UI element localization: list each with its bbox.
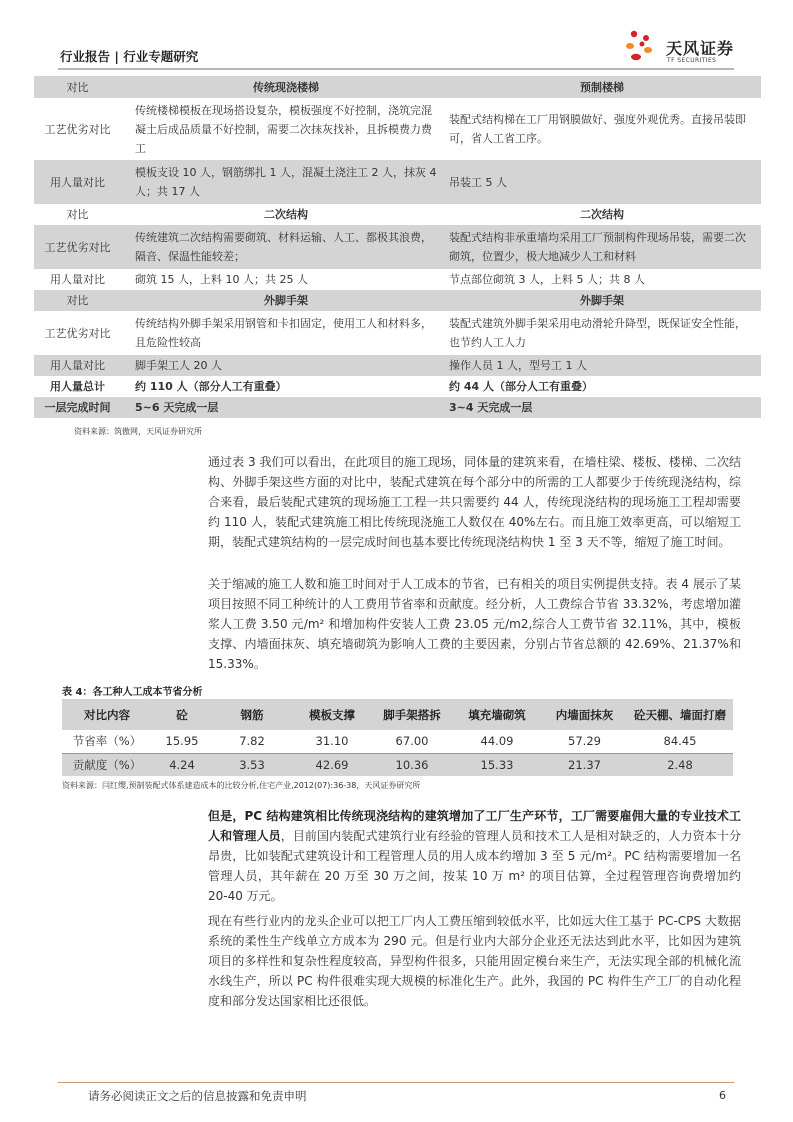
- table-header-row: [34, 204, 761, 225]
- construction-comparison-table: [34, 76, 761, 418]
- paragraph-2: 关于缩减的施工人数和施工时间对于人工成本的节省，已有相关的项目实例提供支持。表 4 展示了某项目按照不同工种统计的人工费用节省率和贡献度。经分析，人工费综合节省 33.32%，考虑增加灌浆人工费 3.50 元/m² 和增加构件安装人工费 23.05 元/m2,综合人工费节省 32.11%，其中，模板支撑、内墙面抹灰、填充墙砌筑为影响人工费的主要因素，分别占节省总额的 42.69%、21.37%和 15.33%。: [208, 577, 741, 671]
- table-cell: 传统建筑二次结构需要砌筑、材料运输、人工、都极其浪费，隔音、保温性能较差；: [121, 225, 443, 269]
- header-cell: 对比: [34, 290, 121, 311]
- logo-dot-icon: [640, 42, 645, 47]
- table-cell: 84.45: [627, 730, 733, 753]
- table4-source: 资料来源：闫红缨,预制装配式体系建造成本的比较分析,住宅产业,2012(07):36-38，天风证券研究所: [62, 781, 421, 790]
- labor-cost-table: [62, 699, 733, 776]
- table-cell: 5~6 天完成一层: [121, 397, 443, 418]
- header-cell: 对比: [34, 204, 121, 225]
- paragraph-1: 通过表 3 我们可以看出，在此项目的施工现场，同体量的建筑来看，在墙柱梁、楼板、楼梯、二次结构、外脚手架这些方面的对比中，装配式建筑在每个部分中的所需的工人都要少于传统现浇结构，综合来看，最后装配式建筑的现场施工工程一共只需要约 44 人，传统现浇结构的现场施工工程却需要约 110 人，装配式建筑施工相比传统现浇施工人数仅在 40%左右。而且施工效率更高，可以缩短工期，装配式建筑结构的一层完成时间也基本要比传统现浇结构快 1 至 3 天不等，缩短了施工时间。: [208, 455, 741, 549]
- page-number: 6: [719, 1089, 726, 1102]
- header-cell: 外脚手架: [443, 290, 761, 311]
- header-cell: 砼天棚、墙面打磨: [627, 699, 733, 730]
- table-row: [62, 753, 733, 776]
- table-cell: 4.24: [152, 753, 212, 776]
- logo-leaf-icon: [644, 47, 652, 53]
- table4-title: 表 4：各工种人工成本节省分析: [62, 687, 203, 698]
- table-row: [34, 225, 761, 269]
- table-cell: 砌筑 15 人，上料 10 人；共 25 人: [121, 269, 443, 290]
- paragraph-4: 现在有些行业内的龙头企业可以把工厂内人工费压缩到较低水平，比如远大住工基于 PC-CPS 大数据系统的柔性生产线单立方成本为 290 元。但是行业内大部分企业还无法达到此水平，比如因为建筑项目的多样性和复杂性程度较高，异型构件很多，只能用固定模台来生产，无法实现全部的机械化流水线生产，所以 PC 构件很难实现大规模的标准化生产。此外，我国的 PC 构件生产工厂的自动化程度和部分发达国家相比还很低。: [208, 914, 741, 1008]
- logo-dot-icon: [643, 35, 649, 41]
- table-cell: 传统结构外脚手架采用钢管和卡扣固定，使用工人和材料多，且危险性较高: [121, 311, 443, 355]
- table-header-row: [62, 699, 733, 730]
- header-cell: 二次结构: [121, 204, 443, 225]
- table-cell: 15.33: [452, 753, 542, 776]
- header-cell: 对比: [34, 76, 121, 98]
- row-label: 贡献度（%）: [62, 753, 152, 776]
- table-cell: 57.29: [542, 730, 627, 753]
- table-row: [34, 98, 761, 160]
- table-header-row: [34, 76, 761, 98]
- logo-leaf-icon: [626, 43, 634, 49]
- table-cell: 3~4 天完成一层: [443, 397, 761, 418]
- table-cell: 传统楼梯模板在现场搭设复杂，模板强度不好控制，浇筑完混凝土后成品质量不好控制，需要二次抹灰找补，且拆模费力费工: [121, 98, 443, 160]
- header-cell: 外脚手架: [121, 290, 443, 311]
- table-cell: 67.00: [372, 730, 452, 753]
- table-cell: 31.10: [292, 730, 372, 753]
- row-label: 用人量对比: [34, 355, 121, 376]
- header-divider: [58, 68, 734, 70]
- header-cell: 预制楼梯: [443, 76, 761, 98]
- header-cell: 钢筋: [212, 699, 292, 730]
- disclaimer-note: 请务必阅读正文之后的信息披露和免责申明: [88, 1089, 307, 1103]
- row-label: 用人量对比: [34, 160, 121, 204]
- paragraph-3-bold: 但是，PC 结构建筑相比传统现浇结构的建筑增加了工厂生产环节，工厂需要雇佣大量的专业技术工人和管理人员: [208, 809, 741, 843]
- table-cell: 7.82: [212, 730, 292, 753]
- table-cell: 模板支设 10 人，钢筋绑扎 1 人，混凝土浇注工 2 人，抹灰 4 人；共 17 人: [121, 160, 443, 204]
- logo-name: 天风证券: [666, 39, 735, 58]
- table-cell: 21.37: [542, 753, 627, 776]
- table-cell: 10.36: [372, 753, 452, 776]
- table-cell: 节点部位砌筑 3 人，上料 5 人；共 8 人: [443, 269, 761, 290]
- table-cell: 装配式结构梯在工厂用钢膜做好、强度外观优秀。直接吊装即可，省人工省工序。: [443, 98, 761, 160]
- header-cell: 传统现浇楼梯: [121, 76, 443, 98]
- table-row: [62, 730, 733, 753]
- table-cell: 吊装工 5 人: [443, 160, 761, 204]
- header-cell: 二次结构: [443, 204, 761, 225]
- paragraph-3: [208, 806, 741, 906]
- table-cell: 脚手架工人 20 人: [121, 355, 443, 376]
- logo-leaf-icon: [631, 54, 641, 60]
- table-row: [34, 160, 761, 204]
- row-label: 节省率（%）: [62, 730, 152, 753]
- table-cell: 约 44 人（部分人工有重叠）: [443, 376, 761, 397]
- total-row: [34, 376, 761, 397]
- table-header-row: [34, 290, 761, 311]
- table-cell: 2.48: [627, 753, 733, 776]
- table-cell: 3.53: [212, 753, 292, 776]
- logo-dot-icon: [631, 31, 637, 37]
- table-cell: 操作人员 1 人，型号工 1 人: [443, 355, 761, 376]
- table-cell: 42.69: [292, 753, 372, 776]
- paragraph-3-rest: ，目前国内装配式建筑行业有经验的管理人员和技术工人是相对缺乏的，人力资本十分昂贵，比如装配式建筑设计和工程管理人员的用人成本约增加 3 至 5 元/m²。PC 结构需要增加一名管理人员，其年薪在 20 万至 30 万之间，按某 10 万 m² 的项目估算，全过程管理咨询费增加约 20-40 万元。: [208, 829, 741, 903]
- table-cell: 装配式结构非承重墙均采用工厂预制构件现场吊装，需要二次砌筑，位置少，极大地减少人工和材料: [443, 225, 761, 269]
- row-label: 用人量总计: [34, 376, 121, 397]
- row-label: 工艺优劣对比: [34, 225, 121, 269]
- table3-source: 资料来源：筑傲网，天风证券研究所: [74, 427, 202, 436]
- row-label: 一层完成时间: [34, 397, 121, 418]
- table-cell: 约 110 人（部分人工有重叠）: [121, 376, 443, 397]
- header-cell: 对比内容: [62, 699, 152, 730]
- row-label: 用人量对比: [34, 269, 121, 290]
- footer-divider: [58, 1082, 734, 1083]
- row-label: 工艺优劣对比: [34, 311, 121, 355]
- logo-subtitle: TF SECURITIES: [667, 57, 717, 64]
- header-cell: 填充墙砌筑: [452, 699, 542, 730]
- header-cell: 脚手架搭拆: [372, 699, 452, 730]
- table-cell: 44.09: [452, 730, 542, 753]
- table-row: [34, 355, 761, 376]
- report-category: 行业报告 | 行业专题研究: [60, 49, 199, 64]
- header-cell: 模板支撑: [292, 699, 372, 730]
- row-label: 工艺优劣对比: [34, 98, 121, 160]
- header-cell: 内墙面抹灰: [542, 699, 627, 730]
- table-cell: 15.95: [152, 730, 212, 753]
- table-row: [34, 311, 761, 355]
- completion-time-row: [34, 397, 761, 418]
- table-row: [34, 269, 761, 290]
- header-cell: 砼: [152, 699, 212, 730]
- table-cell: 装配式建筑外脚手架采用电动滑轮升降型，既保证安全性能，也节约人工人力: [443, 311, 761, 355]
